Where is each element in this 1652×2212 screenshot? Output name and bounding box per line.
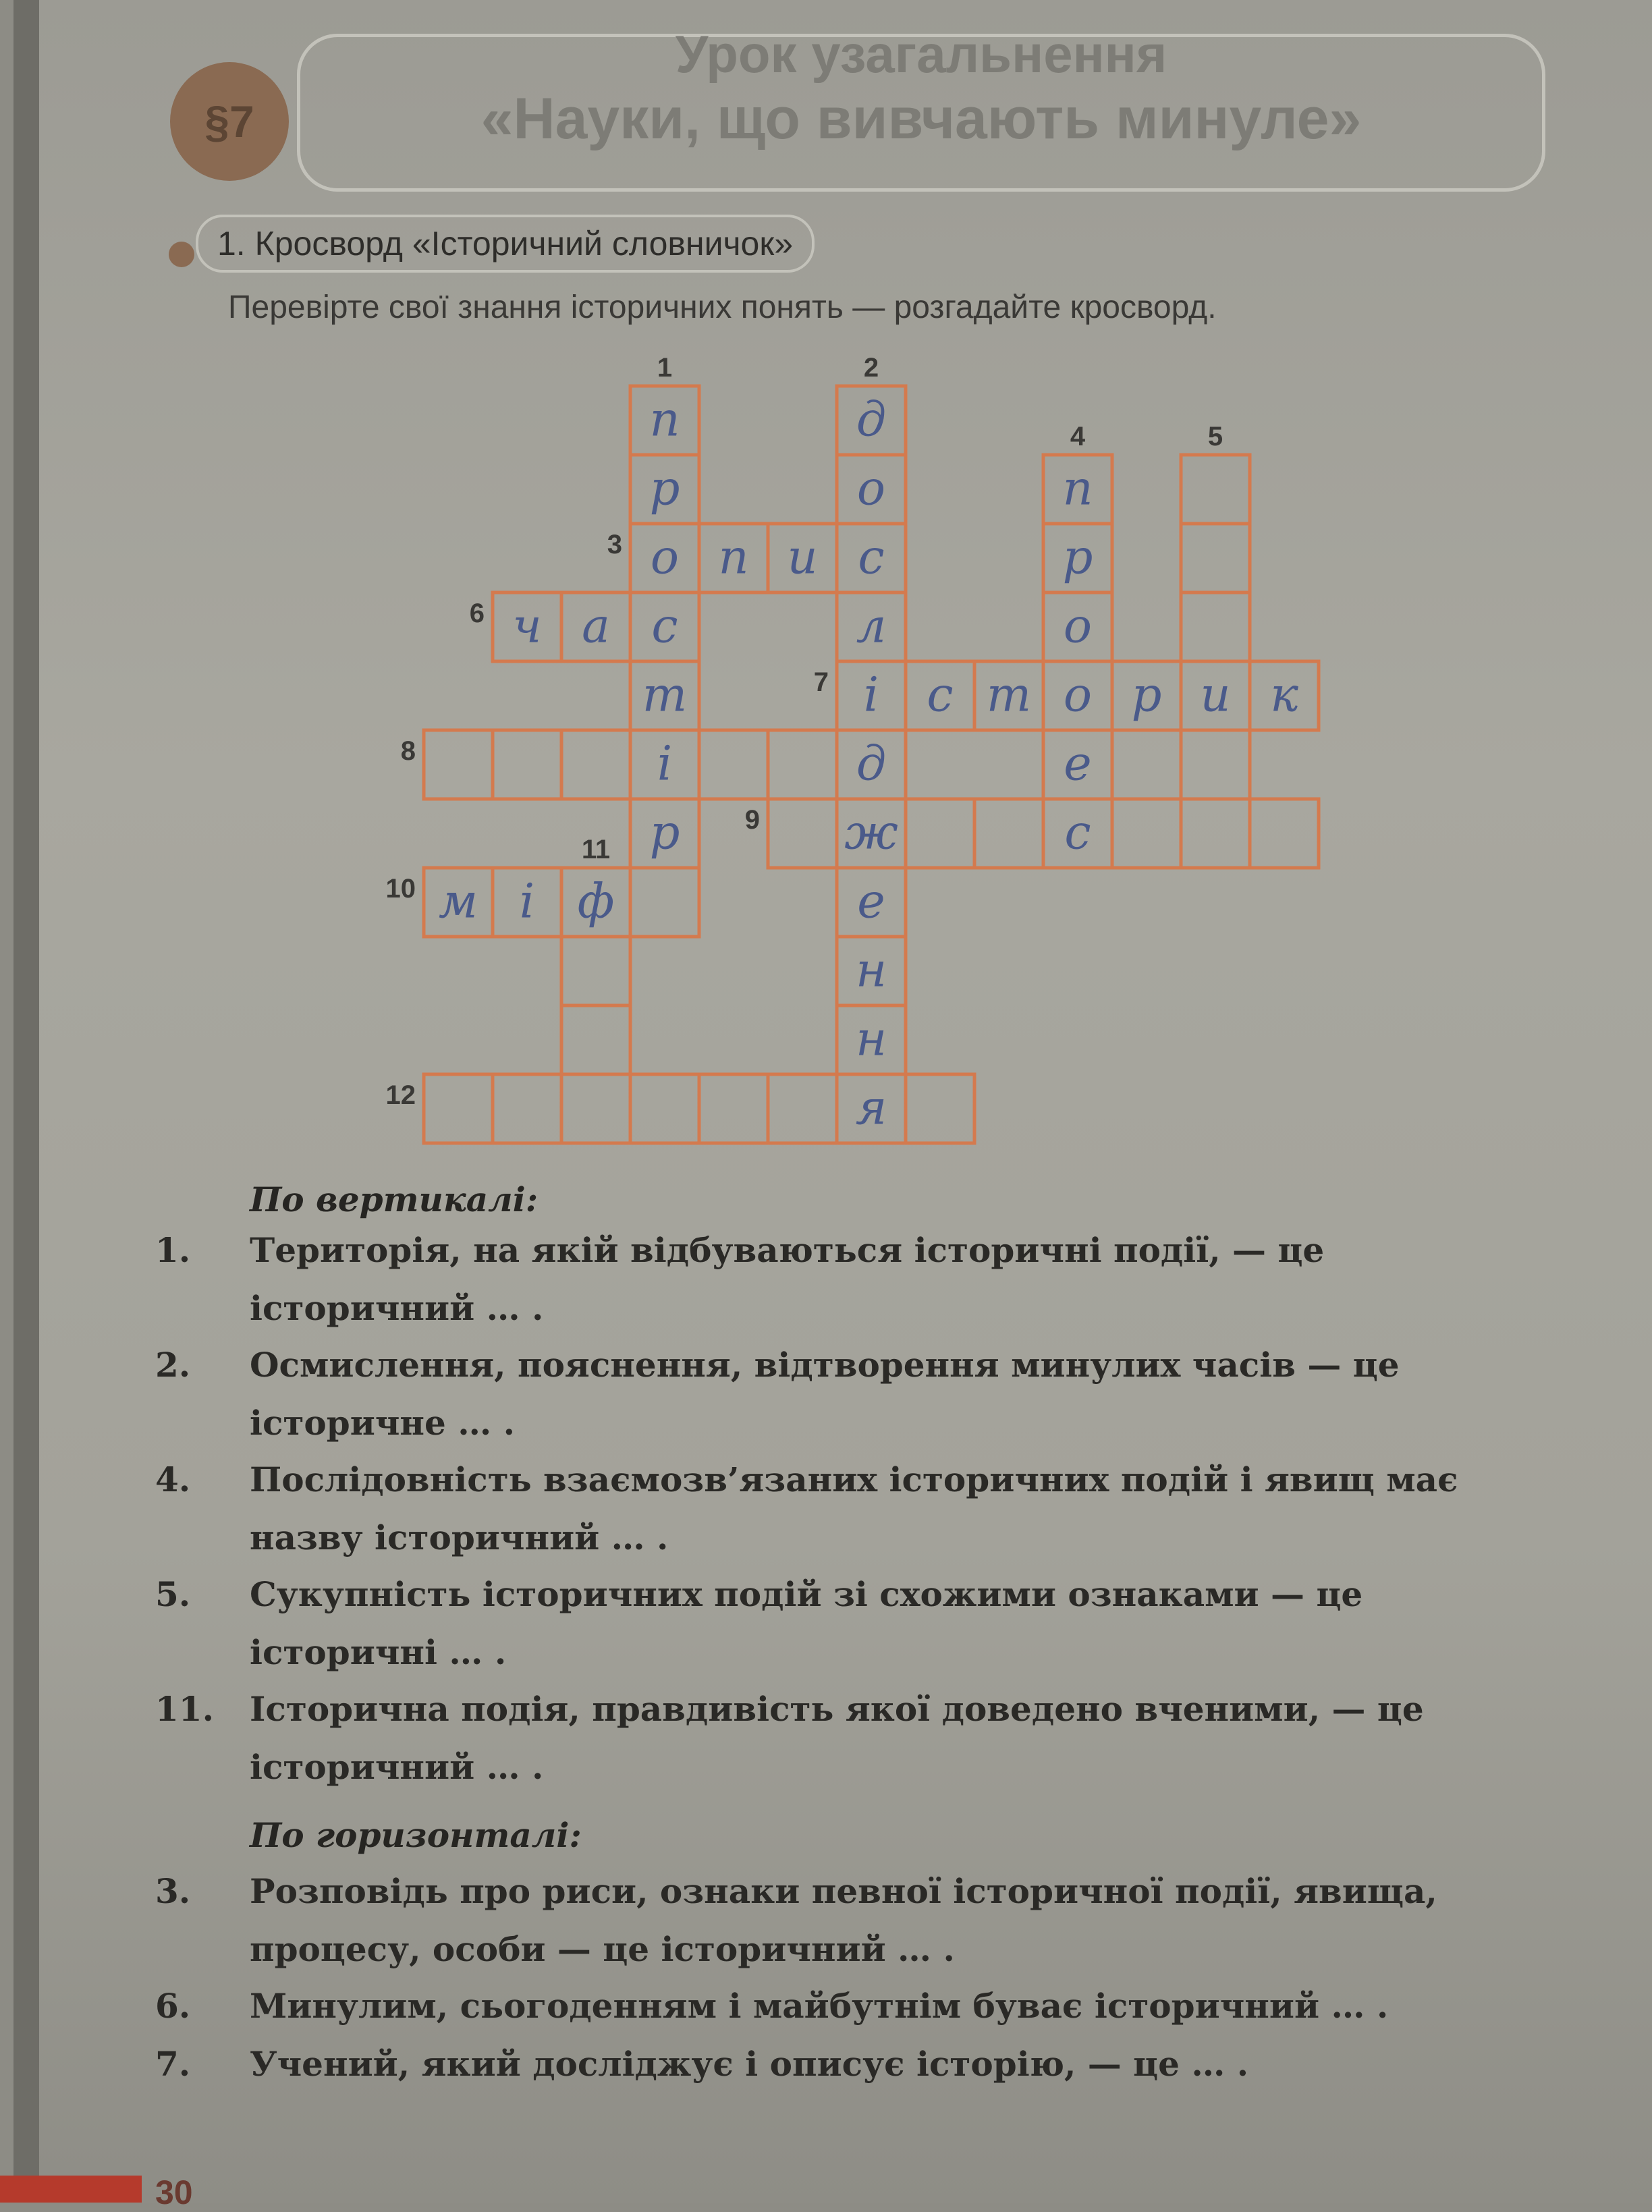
crossword-handwritten-letter: н [855, 942, 887, 998]
crossword-cell [1181, 524, 1250, 592]
crossword-handwritten-letter: л [856, 598, 887, 654]
crossword-cell [424, 730, 493, 799]
clue-text: Територія, на якій відбуваються історичні події, — це історичний … . [250, 1230, 1325, 1328]
crossword-handwritten-letter: е [857, 873, 885, 929]
crossword-handwritten-letter: п [718, 529, 749, 585]
clues-down-heading: По вертикалі: [250, 1180, 539, 1219]
crossword-cell [768, 730, 837, 799]
crossword-clue-number: 11 [581, 835, 611, 864]
crossword-clue-number: 5 [1207, 422, 1223, 451]
paragraph-badge: §7 [170, 62, 289, 181]
crossword-cell [974, 799, 1043, 868]
crossword-cell [768, 1074, 837, 1143]
page-corner-marker [0, 2176, 142, 2203]
crossword-clue-number: 8 [400, 736, 416, 766]
crossword-cell [699, 730, 768, 799]
crossword-handwritten-letter: н [855, 1011, 887, 1067]
crossword-handwritten-letter: о [1063, 598, 1093, 654]
lesson-title-line2: «Науки, що вивчають минуле» [480, 86, 1362, 151]
clue-text: Учений, який досліджує і описує історію, — це … . [250, 2044, 1249, 2084]
crossword-handwritten-letter: ч [512, 598, 542, 654]
crossword-clue-number: 9 [744, 805, 760, 835]
crossword-handwritten-letter: р [1131, 667, 1162, 723]
crossword-cell [493, 730, 561, 799]
crossword-handwritten-letter: т [642, 667, 688, 723]
clue-number: 7. [155, 2044, 191, 2084]
crossword-cell [561, 730, 630, 799]
crossword-handwritten-letter: с [1064, 804, 1091, 860]
crossword-cell [1181, 592, 1250, 661]
crossword-cell [561, 1074, 630, 1143]
crossword-handwritten-letter: е [1064, 736, 1092, 792]
crossword-handwritten-letter: о [856, 460, 886, 516]
crossword-handwritten-letter: с [858, 529, 885, 585]
crossword-clue-number: 4 [1070, 422, 1086, 451]
clue-text: Минулим, сьогоденням і майбутнім буває історичний … . [250, 1986, 1389, 2026]
crossword-handwritten-letter: я [855, 1080, 887, 1136]
clue-text: Розповідь про риси, ознаки певної історичної події, явища, процесу, особи — це історичний … . [250, 1871, 1437, 1969]
crossword-handwritten-letter: и [787, 529, 818, 585]
clue-number: 1. [155, 1230, 191, 1270]
crossword-handwritten-letter: д [856, 391, 887, 447]
clues-across-heading: По горизонталі: [250, 1815, 582, 1855]
crossword-handwritten-letter: ф [577, 873, 615, 929]
task-title: 1. Кросворд «Історичний словничок» [196, 215, 815, 273]
page-number: 30 [155, 2174, 193, 2211]
clue-number: 6. [155, 1986, 191, 2026]
clue-number: 11. [155, 1689, 214, 1729]
crossword-handwritten-letter: с [927, 667, 954, 723]
clue-text: Сукупність історичних подій зі схожими ознаками — це історичні … . [250, 1574, 1363, 1672]
clue-number: 3. [155, 1871, 191, 1911]
crossword-clue-number: 7 [813, 667, 829, 697]
crossword-handwritten-letter: т [986, 667, 1032, 723]
clue-text: Історична подія, правдивість якої доведено вченими, — це історичний … . [250, 1689, 1424, 1787]
crossword-cell [906, 799, 974, 868]
crossword-handwritten-letter: р [649, 460, 680, 516]
crossword-handwritten-letter: о [650, 529, 680, 585]
crossword-cell [1181, 730, 1250, 799]
crossword-clue-number: 3 [607, 530, 622, 559]
crossword-clue-number: 2 [863, 353, 879, 383]
crossword-clue-number: 6 [469, 599, 485, 628]
crossword-cell [424, 1074, 493, 1143]
crossword-handwritten-letter: п [1062, 460, 1093, 516]
crossword-cell [1250, 799, 1319, 868]
crossword-handwritten-letter: і [519, 873, 535, 929]
crossword-handwritten-letter: і [657, 736, 673, 792]
clue-number: 2. [155, 1345, 191, 1385]
crossword-handwritten-letter: а [582, 598, 610, 654]
crossword-handwritten-letter: і [863, 667, 879, 723]
crossword-cell [1112, 799, 1181, 868]
crossword-handwritten-letter: п [649, 391, 680, 447]
crossword-handwritten-letter: д [856, 736, 887, 792]
crossword-handwritten-letter: к [1270, 667, 1298, 723]
clue-text: Осмислення, пояснення, відтворення минулих часів — це історичне … . [250, 1345, 1400, 1443]
clue-number: 5. [155, 1574, 191, 1614]
crossword-cell [630, 868, 699, 937]
crossword-cell [493, 1074, 561, 1143]
crossword-handwritten-letter: ж [844, 804, 898, 860]
crossword-cell [561, 1005, 630, 1074]
crossword-handwritten-letter: и [1200, 667, 1231, 723]
crossword-cell [1181, 455, 1250, 524]
clue-text: Послідовність взаємозв’язаних історичних подій і явищ має назву історичний … . [250, 1460, 1458, 1557]
crossword-cell [630, 1074, 699, 1143]
clue-number: 4. [155, 1460, 191, 1499]
lesson-title-line1: Урок узагальнення [675, 24, 1167, 84]
crossword-cell [699, 1074, 768, 1143]
crossword-handwritten-letter: с [651, 598, 678, 654]
crossword-handwritten-letter: о [1063, 667, 1093, 723]
crossword-handwritten-letter: р [1062, 529, 1093, 585]
crossword-handwritten-letter: р [649, 804, 680, 860]
crossword-cell [906, 1074, 974, 1143]
crossword-handwritten-letter: м [438, 873, 478, 929]
crossword-clue-number: 12 [385, 1080, 416, 1110]
crossword-cell [768, 799, 837, 868]
task-subtitle: Перевірте свої знання історичних понять — розгадайте кросворд. [228, 289, 1217, 325]
crossword-clue-number: 10 [385, 874, 416, 904]
crossword-cell [1181, 799, 1250, 868]
crossword-cell [561, 937, 630, 1005]
crossword-clue-number: 1 [657, 353, 673, 383]
